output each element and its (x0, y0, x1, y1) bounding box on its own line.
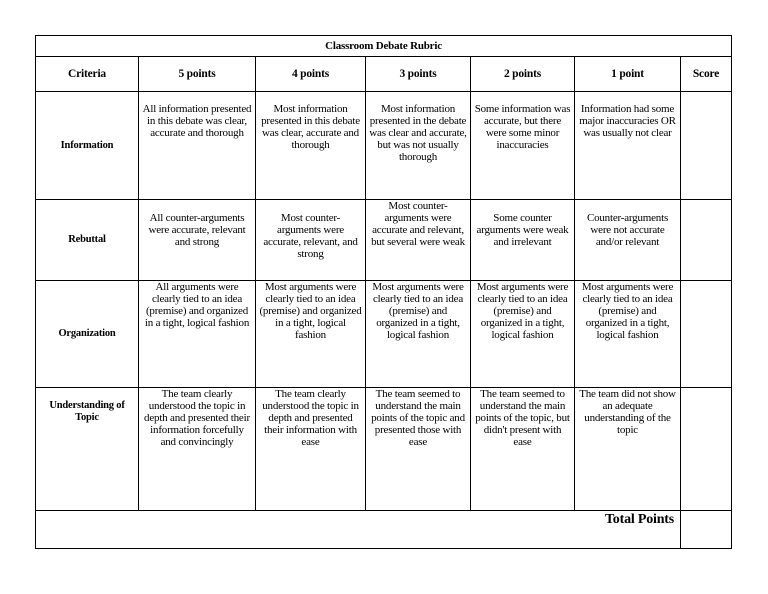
cell-5-points: All information presented in this debate was clear, accurate and thorough (139, 92, 256, 200)
total-score-cell[interactable] (681, 511, 732, 549)
cell-4-points: Most arguments were clearly tied to an idea (premise) and organized in a tight, logical fashion (256, 281, 366, 388)
cell-2-points: Some information was accurate, but there were some minor inaccuracies (471, 92, 575, 200)
cell-4-points: Most information presented in this debate was clear, accurate and thorough (256, 92, 366, 200)
score-cell[interactable] (681, 200, 732, 281)
row-organization (36, 281, 732, 388)
rubric-title: Classroom Debate Rubric (36, 36, 732, 57)
row-rebuttal (36, 200, 732, 281)
cell-1-point: Most arguments were clearly tied to an idea (premise) and organized in a tight, logical fashion (575, 281, 681, 388)
criterion-label: Rebuttal (36, 200, 139, 281)
title-row (36, 36, 732, 57)
header-criteria: Criteria (36, 57, 139, 92)
cell-5-points (139, 200, 256, 281)
cell-2-points: The team seemed to understand the main points of the topic, but didn't present with ease (471, 388, 575, 511)
total-points-label: Total Points (36, 511, 681, 549)
cell-2-points (471, 200, 575, 281)
criterion-label: Understanding of Topic (36, 388, 139, 511)
cell-1-point (575, 200, 681, 281)
header-5-points: 5 points (139, 57, 256, 92)
total-row (36, 511, 732, 549)
score-cell[interactable] (681, 92, 732, 200)
cell-3-points: Most information presented in the debate was clear and accurate, but was not usually thorough (366, 92, 471, 200)
cell-text: Most counter-arguments were accurate, relevant, and strong (263, 212, 358, 260)
cell-2-points: Most arguments were clearly tied to an idea (premise) and organized in a tight, logical fashion (471, 281, 575, 388)
cell-text: Some counter arguments were weak and irrelevant (476, 212, 569, 248)
row-information (36, 92, 732, 200)
cell-3-points (366, 200, 471, 281)
criterion-label: Information (36, 92, 139, 200)
cell-3-points: The team seemed to understand the main points of the topic and presented those with ease (366, 388, 471, 511)
header-2-points: 2 points (471, 57, 575, 92)
criterion-label: Organization (36, 281, 139, 388)
score-cell[interactable] (681, 388, 732, 511)
header-score: Score (681, 57, 732, 92)
row-understanding-of-topic (36, 388, 732, 511)
header-4-points: 4 points (256, 57, 366, 92)
cell-text: Counter-arguments were not accurate and/or relevant (586, 212, 669, 248)
cell-text: Most counter-arguments were accurate and relevant, but several were weak (371, 200, 465, 248)
header-1-point: 1 point (575, 57, 681, 92)
header-3-points: 3 points (366, 57, 471, 92)
rubric-table (35, 35, 732, 549)
cell-1-point: The team did not show an adequate understanding of the topic (575, 388, 681, 511)
cell-1-point: Information had some major inaccuracies OR was usually not clear (575, 92, 681, 200)
cell-4-points: The team clearly understood the topic in depth and presented their information with ease (256, 388, 366, 511)
cell-5-points: The team clearly understood the topic in depth and presented their information forcefully and convincingly (139, 388, 256, 511)
cell-5-points: All arguments were clearly tied to an idea (premise) and organized in a tight, logical fashion (139, 281, 256, 388)
cell-3-points: Most arguments were clearly tied to an idea (premise) and organized in a tight, logical fashion (366, 281, 471, 388)
score-cell[interactable] (681, 281, 732, 388)
header-row (36, 57, 732, 92)
cell-4-points (256, 200, 366, 281)
cell-text: All counter-arguments were accurate, relevant and strong (148, 212, 246, 248)
